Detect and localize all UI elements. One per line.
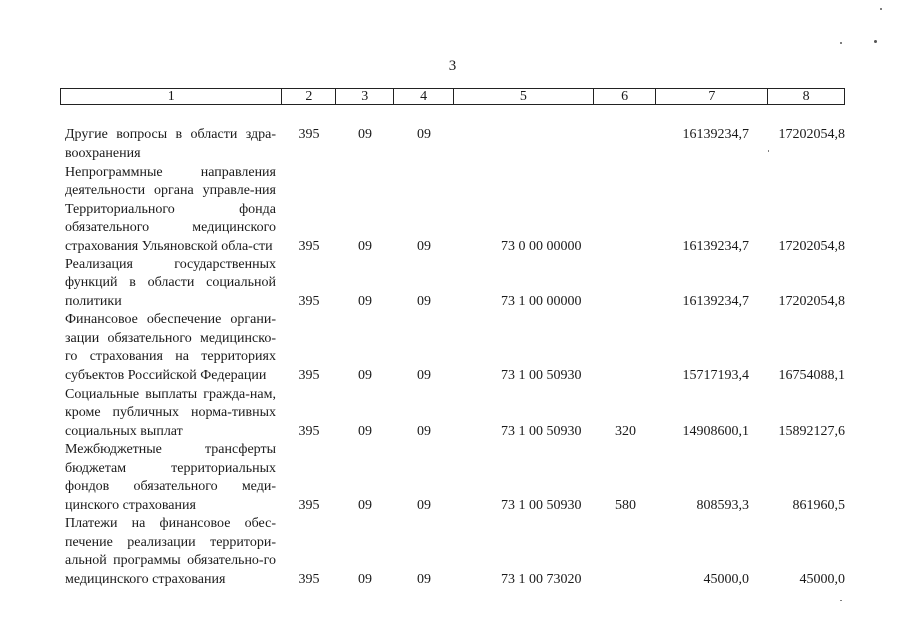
cell-4: 09 — [417, 238, 431, 254]
cell-2: 395 — [298, 127, 320, 143]
cell-8: 17202054,8 — [778, 127, 845, 143]
cell-5: 73 1 00 50930 — [501, 497, 582, 513]
row-name: Финансовое обеспечение органи-зации обязательного медицинско-го страхования на территориях субъектов Российской Федерации — [65, 312, 276, 383]
cell-3: 09 — [358, 423, 372, 439]
cell-8: 45000,0 — [799, 571, 845, 587]
cell-7: 16139234,7 — [682, 293, 749, 309]
table-row — [60, 256, 845, 311]
row-name: Реализация государственных функций в области социальной политики — [65, 256, 276, 309]
table-header — [60, 88, 845, 105]
row-name: Межбюджетные трансферты бюджетам территориальных фондов обязательного меди-цинского страхования — [65, 442, 276, 513]
scan-speck — [840, 600, 842, 601]
cell-7: 808593,3 — [696, 497, 749, 513]
cell-7: 16139234,7 — [682, 238, 749, 254]
cell-5: 73 1 00 73020 — [501, 571, 582, 587]
cell-2: 395 — [298, 423, 320, 439]
column-header-6: 6 — [594, 89, 657, 104]
cell-8: 17202054,8 — [778, 238, 845, 254]
cell-4: 09 — [417, 571, 431, 587]
cell-8: 16754088,1 — [778, 367, 845, 383]
column-header-1: 1 — [61, 89, 282, 104]
row-name: Другие вопросы в области здра-воохранения — [65, 127, 276, 161]
cell-2: 395 — [298, 293, 320, 309]
cell-5: 73 1 00 50930 — [501, 423, 582, 439]
cell-2: 395 — [298, 367, 320, 383]
column-header-8: 8 — [802, 89, 810, 104]
cell-4: 09 — [417, 293, 431, 309]
cell-7: 14908600,1 — [682, 423, 749, 439]
cell-3: 09 — [358, 497, 372, 513]
cell-4: 09 — [417, 127, 431, 143]
row-name: Непрограммные направления деятельности органа управле-ния Территориального фонда обязательного медицинского страхования Ульяновской обла-сти — [65, 164, 276, 254]
cell-4: 09 — [417, 497, 431, 513]
cell-5: 73 1 00 00000 — [501, 293, 582, 309]
cell-7: 16139234,7 — [682, 127, 749, 143]
scan-speck — [874, 40, 877, 43]
column-header-2: 2 — [282, 89, 336, 104]
column-header-4: 4 — [394, 89, 454, 104]
cell-5: 73 1 00 50930 — [501, 367, 582, 383]
cell-8: 17202054,8 — [778, 293, 845, 309]
cell-2: 395 — [298, 571, 320, 587]
cell-8: 15892127,6 — [778, 423, 845, 439]
scan-speck — [840, 42, 842, 44]
row-name: Платежи на финансовое обес-печение реализации территори-альной программы обязательно-го медицинского страхования — [65, 516, 276, 587]
column-header-7: 7 — [656, 89, 768, 104]
cell-6: 580 — [615, 497, 636, 513]
scan-speck — [768, 150, 769, 152]
cell-3: 09 — [358, 293, 372, 309]
cell-3: 09 — [358, 238, 372, 254]
table-row — [60, 441, 845, 515]
table-row — [60, 311, 845, 385]
cell-7: 45000,0 — [703, 571, 749, 587]
cell-6: 320 — [615, 423, 636, 439]
table-row — [60, 515, 845, 589]
cell-4: 09 — [417, 423, 431, 439]
cell-3: 09 — [358, 367, 372, 383]
cell-5: 73 0 00 00000 — [501, 238, 582, 254]
table-body — [60, 108, 845, 589]
cell-2: 395 — [298, 238, 320, 254]
scan-speck — [880, 8, 882, 10]
column-header-5: 5 — [454, 89, 594, 104]
cell-8: 861960,5 — [792, 497, 845, 513]
cell-7: 15717193,4 — [682, 367, 749, 383]
page-number: 3 — [448, 58, 457, 74]
cell-3: 09 — [358, 571, 372, 587]
column-header-3: 3 — [336, 89, 394, 104]
cell-3: 09 — [358, 127, 372, 143]
cell-4: 09 — [417, 367, 431, 383]
row-name: Социальные выплаты гражда-нам, кроме публичных норма-тивных социальных выплат — [65, 386, 276, 439]
cell-2: 395 — [298, 497, 320, 513]
table-row — [60, 385, 845, 441]
